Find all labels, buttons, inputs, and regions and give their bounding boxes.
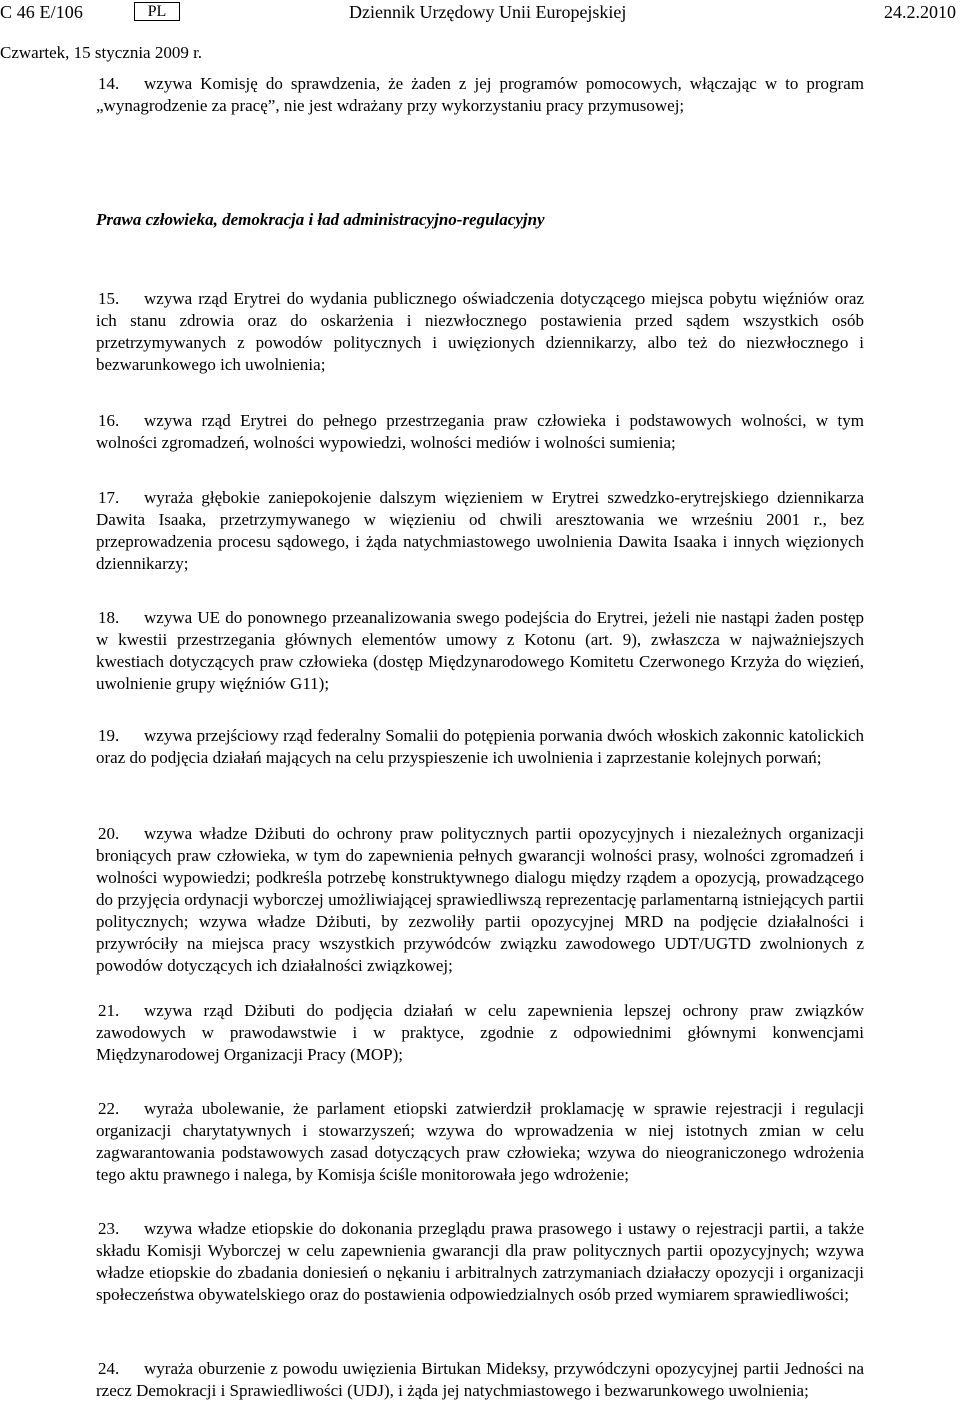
page-header xyxy=(0,0,960,28)
paragraph-number: 17. xyxy=(98,488,120,507)
paragraph-text: wzywa UE do ponownego przeanalizowania swego podejścia do Erytrei, jeżeli nie nastąpi żaden postęp w kwestii przestrzegania głównych elementów umowy z Kotonu (art. 9), zwłaszcza w najważniejszych kwestiach dotyczących praw człowieka (dostęp Międzynarodowego Komitetu Czerwonego Krzyża do więzień, uwolnienie grupy więźniów G11); xyxy=(96,608,864,693)
section-heading: Prawa człowieka, demokracja i ład administracyjno-regulacyjny xyxy=(96,210,545,229)
paragraph-22 xyxy=(96,1098,864,1186)
paragraph-number: 16. xyxy=(98,411,120,430)
paragraph-number: 20. xyxy=(98,824,120,843)
paragraph-number: 18. xyxy=(98,608,120,627)
paragraph-number: 24. xyxy=(98,1359,120,1378)
paragraph-21 xyxy=(96,1000,864,1066)
paragraph-text: wzywa władze Dżibuti do ochrony praw politycznych partii opozycyjnych i niezależnych organizacji broniących praw człowieka, w tym do zapewnienia pełnych gwarancji wolności prasy, wolności zgromadzeń i wolności wypowiedzi; podkreśla potrzebę konstruktywnego dialogu między rządem a opozycją, prowadzącego do przyjęcia ordynacji wyborczej umożliwiającej sprawiedliwszą reprezentację parlamentarną istniejących partii politycznych; wzywa władze Dżibuti, by zezwoliły partii opozycyjnej MRD na podjęcie działalności i przywróciły na miejsca pracy wszystkich przywódców związku zawodowego UDT/UGTD zwolnionych z powodów dotyczących ich działalności związkowej; xyxy=(96,824,864,975)
paragraph-number: 14. xyxy=(98,74,120,93)
document-date: Czwartek, 15 stycznia 2009 r. xyxy=(0,43,203,62)
paragraph-number: 15. xyxy=(98,289,120,308)
paragraph-text: wzywa rząd Dżibuti do podjęcia działań w celu zapewnienia lepszej ochrony praw związków zawodowych w prawodawstwie i w praktyce, zgodnie z odpowiednimi głównymi konwencjami Międzynarodowej Organizacji Pracy (MOP); xyxy=(96,1001,864,1064)
paragraph-19 xyxy=(96,725,864,769)
paragraph-23 xyxy=(96,1218,864,1306)
paragraph-17 xyxy=(96,487,864,575)
paragraph-24 xyxy=(96,1358,864,1402)
paragraph-text: wyraża ubolewanie, że parlament etiopski zatwierdził proklamację w sprawie rejestracji i regulacji organizacji charytatywnych i stowarzyszeń; wzywa do wprowadzenia w niej istotnych zmian w celu zagwarantowania podstawowych zasad dotyczących praw człowieka; wzywa do nieograniczonego wdrożenia tego aktu prawnego i nalega, by Komisja ściśle monitorowała jego wdrożenie; xyxy=(96,1099,864,1184)
paragraph-text: wzywa przejściowy rząd federalny Somalii do potępienia porwania dwóch włoskich zakonnic katolickich oraz do podjęcia działań mających na celu przyspieszenie ich uwolnienia i zaprzestanie kolejnych porwań; xyxy=(96,726,864,767)
paragraph-14 xyxy=(96,73,864,117)
paragraph-20 xyxy=(96,823,864,977)
paragraph-16 xyxy=(96,410,864,454)
page-reference: C 46 E/106 xyxy=(0,2,84,22)
paragraph-text: wyraża głębokie zaniepokojenie dalszym więzieniem w Erytrei szwedzko-erytrejskiego dziennikarza Dawita Isaaka, przetrzymywanego w więzieniu od chwili aresztowania we wrześniu 2001 r., bez przeprowadzenia procesu sądowego, i żąda natychmiastowego uwolnienia Dawita Isaaka i innych więzionych dziennikarzy; xyxy=(96,488,864,573)
publication-date: 24.2.2010 xyxy=(884,2,956,22)
paragraph-number: 23. xyxy=(98,1219,120,1238)
paragraph-number: 19. xyxy=(98,726,120,745)
paragraph-15 xyxy=(96,288,864,376)
language-badge: PL xyxy=(134,2,180,21)
paragraph-number: 21. xyxy=(98,1001,120,1020)
paragraph-text: wzywa rząd Erytrei do pełnego przestrzegania praw człowieka i podstawowych wolności, w tym wolności zgromadzeń, wolności wypowiedzi, wolności mediów i wolności sumienia; xyxy=(96,411,864,452)
paragraph-18 xyxy=(96,607,864,695)
paragraph-number: 22. xyxy=(98,1099,120,1118)
paragraph-text: wzywa Komisję do sprawdzenia, że żaden z jej programów pomocowych, włączając w to program „wynagrodzenie za pracę”, nie jest wdrażany przy wykorzystaniu pracy przymusowej; xyxy=(96,74,864,115)
journal-title: Dziennik Urzędowy Unii Europejskiej xyxy=(349,2,627,22)
paragraph-text: wzywa rząd Erytrei do wydania publicznego oświadczenia dotyczącego miejsca pobytu więźniów oraz ich stanu zdrowia oraz do oskarżenia i niezwłocznego postawienia przed sądem wszystkich osób przetrzymywanych z powodów politycznych i uwięzionych dziennikarzy, albo też do niezwłocznego i bezwarunkowego ich uwolnienia; xyxy=(96,289,864,374)
paragraph-text: wyraża oburzenie z powodu uwięzienia Birtukan Mideksy, przywódczyni opozycyjnej partii Jedności na rzecz Demokracji i Sprawiedliwości (UDJ), i żąda jej natychmiastowego i bezwarunkowego uwolnienia; xyxy=(96,1359,864,1400)
paragraph-text: wzywa władze etiopskie do dokonania przeglądu prawa prasowego i ustawy o rejestracji partii, a także składu Komisji Wyborczej w celu zapewnienia gwarancji dla praw politycznych partii opozycyjnych; wzywa władze etiopskie do zbadania doniesień o nękaniu i arbitralnych zatrzymaniach działaczy opozycji i organizacji społeczeństwa obywatelskiego oraz do postawienia odpowiedzialnych osób przed wymiarem sprawiedliwości; xyxy=(96,1219,864,1304)
